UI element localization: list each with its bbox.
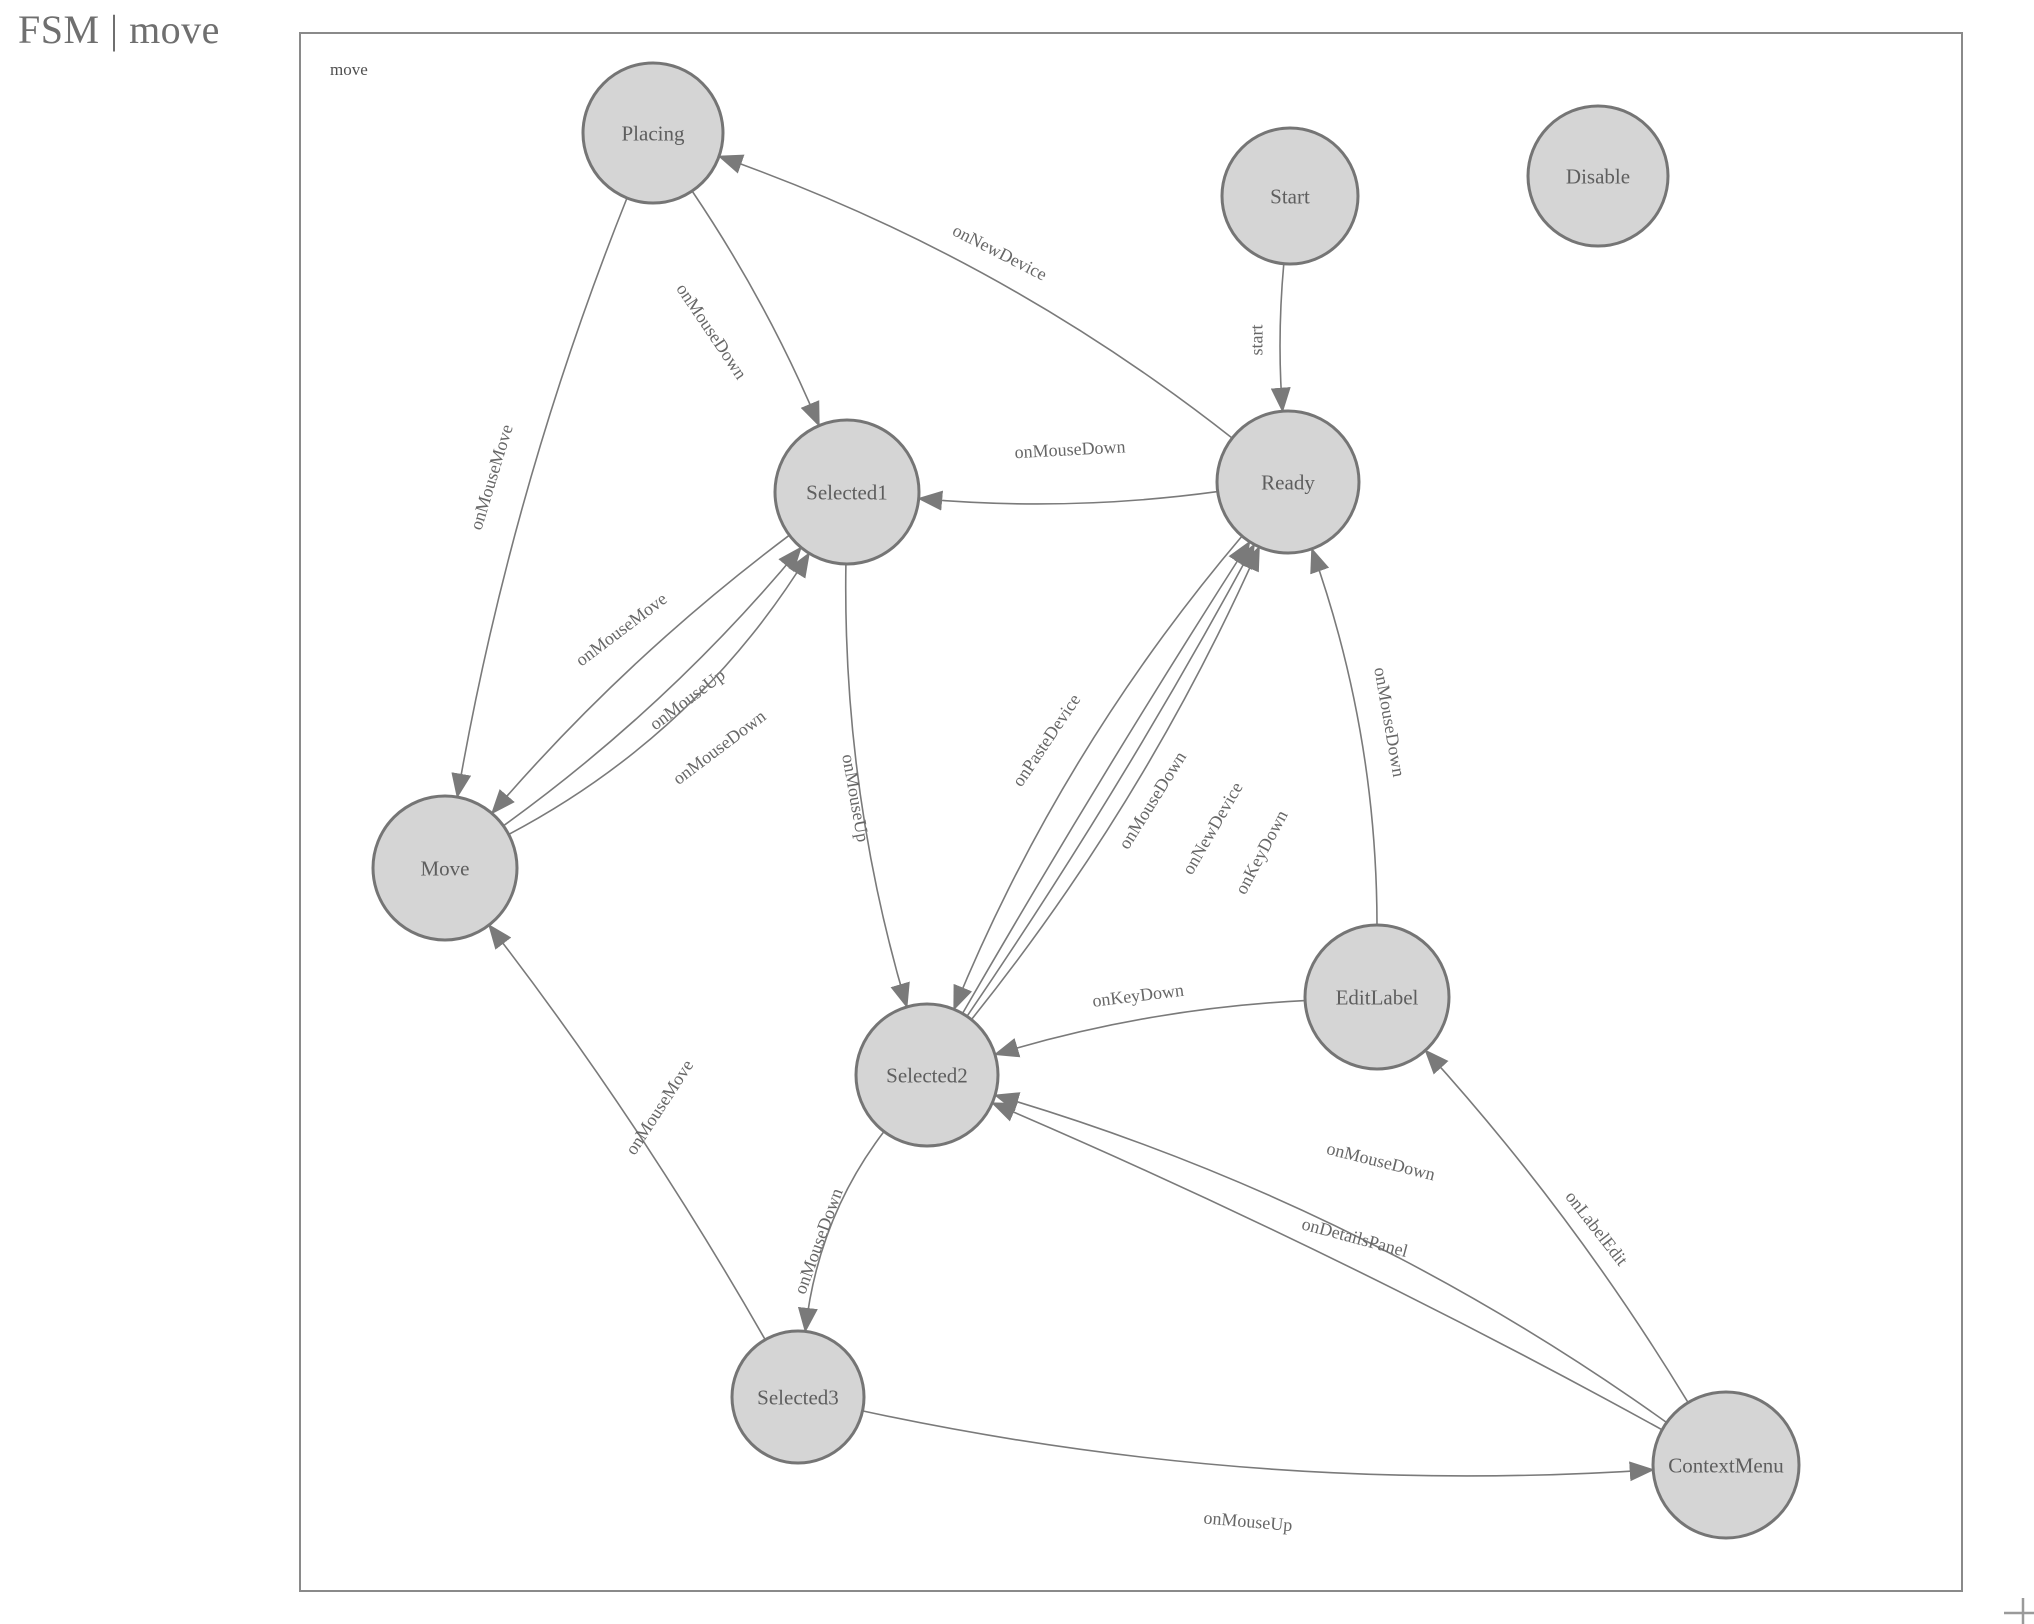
state-node-ready[interactable] [1217,411,1359,553]
state-node-editlabel[interactable] [1305,925,1449,1069]
transition-label-onMouseDown: onMouseDown [1014,436,1126,463]
transition-placing-selected1[interactable] [692,191,818,424]
state-label-start: Start [1270,184,1310,209]
transition-label-onMouseDown: onMouseDown [1114,747,1191,853]
transition-label-onMouseUp: onMouseUp [1202,1507,1294,1536]
transition-label-onPasteDevice: onPasteDevice [1008,690,1085,791]
state-label-selected1: Selected1 [806,480,888,505]
transition-editlabel-selected2[interactable] [997,1001,1305,1054]
transitions-layer [458,157,1689,1535]
transition-label-onKeyDown: onKeyDown [1091,979,1185,1011]
state-label-placing: Placing [621,121,685,146]
transition-label-onMouseMove: onMouseMove [465,422,517,533]
state-label-disable: Disable [1565,164,1631,189]
transition-label-start: start [1246,324,1267,356]
transition-selected3-contextmenu[interactable] [863,1411,1652,1476]
transition-move-selected1[interactable] [503,549,799,826]
state-node-selected3[interactable] [732,1331,864,1463]
transition-label-onKeyDown: onKeyDown [1230,806,1292,898]
state-node-contextmenu[interactable] [1653,1392,1799,1538]
state-node-move[interactable] [373,796,517,940]
transition-ready-selected2[interactable] [955,536,1242,1007]
state-label-selected3: Selected3 [757,1385,839,1410]
transition-label-onNewDevice: onNewDevice [949,219,1051,285]
state-label-move: Move [420,856,470,881]
page-title: FSM | move [18,7,220,52]
transition-label-onNewDevice: onNewDevice [1177,778,1247,878]
transition-label-onMouseDown: onMouseDown [1324,1138,1438,1185]
transition-editlabel-ready[interactable] [1313,551,1378,925]
transition-label-onMouseMove: onMouseMove [571,588,671,671]
transition-selected2-ready[interactable] [963,544,1249,1014]
transition-contextmenu-editlabel[interactable] [1427,1052,1688,1403]
transition-label-onMouseUp: onMouseUp [645,664,729,735]
state-node-selected1[interactable] [775,420,919,564]
state-node-start[interactable] [1222,128,1358,264]
transition-label-onMouseUp: onMouseUp [838,752,874,844]
state-node-placing[interactable] [583,63,723,203]
transition-label-onMouseDown: onMouseDown [789,1185,847,1297]
state-label-selected2: Selected2 [886,1063,968,1088]
viewport-corner-mark [2004,1598,2034,1624]
transition-label-onMouseDown: onMouseDown [1370,665,1410,779]
transition-selected1-move[interactable] [493,535,789,812]
transition-label-onMouseMove: onMouseMove [621,1056,698,1159]
states-layer [373,63,1799,1538]
transition-start-ready[interactable] [1280,264,1284,410]
transition-label-onMouseDown: onMouseDown [668,705,770,789]
state-label-ready: Ready [1261,470,1315,495]
state-label-editlabel: EditLabel [1335,985,1419,1010]
transition-label-onLabelEdit: onLabelEdit [1561,1186,1633,1270]
state-node-disable[interactable] [1528,106,1668,246]
transition-label-onMouseDown: onMouseDown [672,279,752,383]
transition-selected3-move[interactable] [490,927,765,1340]
transition-label-onDetailsPanel: onDetailsPanel [1299,1213,1411,1262]
transition-ready-placing[interactable] [721,157,1232,438]
frame-title: move [330,60,368,79]
state-label-contextmenu: ContextMenu [1668,1453,1784,1478]
state-node-selected2[interactable] [856,1004,998,1146]
transition-ready-selected1[interactable] [921,492,1218,504]
